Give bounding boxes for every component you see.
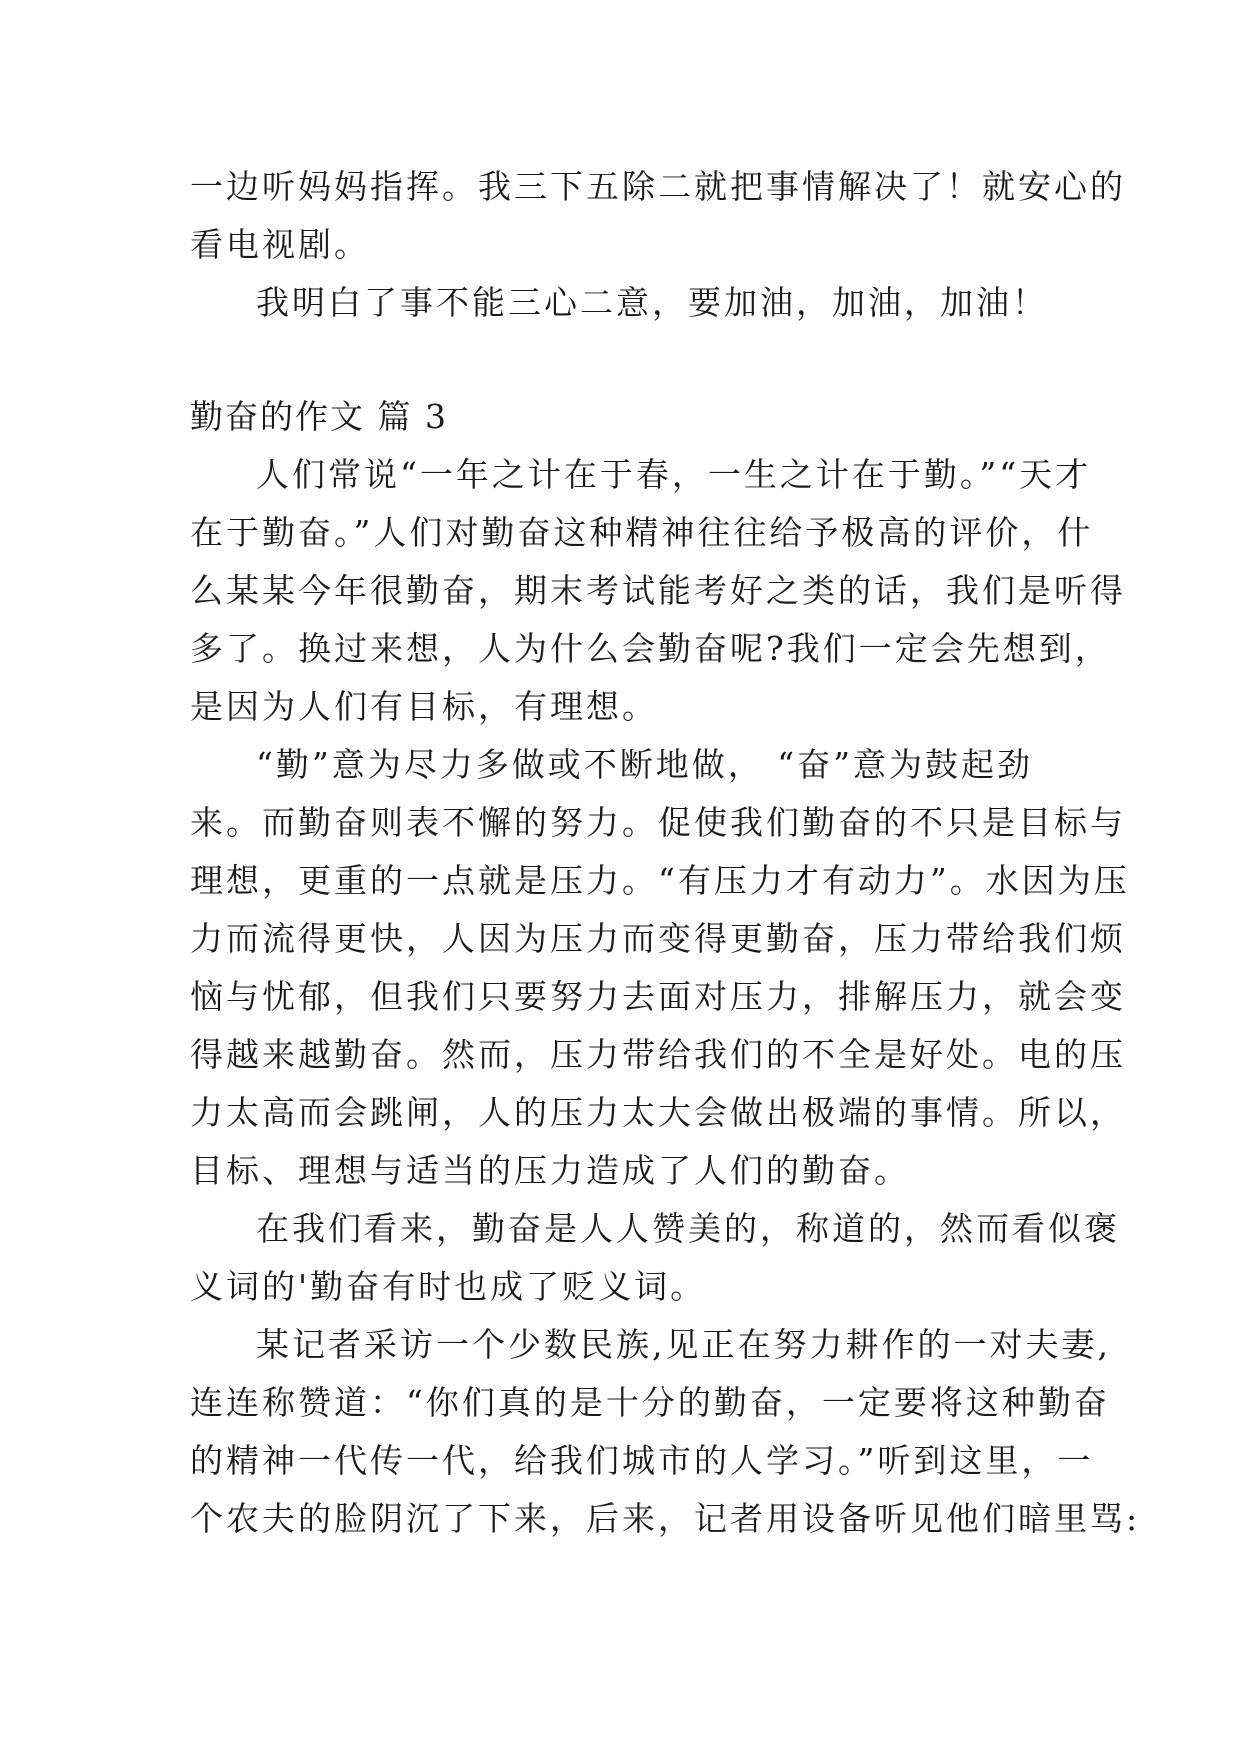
text-line: 在我们看来，勤奋是人人赞美的，称道的，然而看似褒 xyxy=(256,1209,1120,1248)
text-line: 目标、理想与适当的压力造成了人们的勤奋。 xyxy=(190,1151,910,1190)
text-line: 力太高而会跳闸，人的压力太大会做出极端的事情。所以， xyxy=(190,1093,1126,1132)
text-line: 义词的'勤奋有时也成了贬义词。 xyxy=(190,1267,707,1306)
text-line: 是因为人们有目标，有理想。 xyxy=(190,687,658,726)
text-line: 在于勤奋。”人们对勤奋这种精神往往给予极高的评价，什 xyxy=(190,513,1094,552)
text-line: 看电视剧。 xyxy=(190,225,370,264)
text-line: 理想，更重的一点就是压力。“有压力才有动力”。水因为压 xyxy=(190,861,1130,900)
text-line: 我明白了事不能三心二意，要加油，加油，加油！ xyxy=(256,283,1048,322)
text-line: 人们常说“一年之计在于春，一生之计在于勤。”“天才 xyxy=(256,455,1092,494)
text-line: 个农夫的脸阴沉了下来，后来，记者用设备听见他们暗里骂: xyxy=(190,1499,1141,1538)
text-line: 的精神一代传一代，给我们城市的人学习。”听到这里，一 xyxy=(190,1441,1094,1480)
text-line: “勤”意为尽力多做或不断地做， “奋”意为鼓起劲 xyxy=(256,745,1033,784)
text-line: 一边听妈妈指挥。我三下五除二就把事情解决了！就安心的 xyxy=(190,167,1126,206)
text-line: 么某某今年很勤奋，期末考试能考好之类的话，我们是听得 xyxy=(190,571,1126,610)
text-line: 来。而勤奋则表不懈的努力。促使我们勤奋的不只是目标与 xyxy=(190,803,1126,842)
text-line: 力而流得更快，人因为压力而变得更勤奋，压力带给我们烦 xyxy=(190,919,1126,958)
text-line: 得越来越勤奋。然而，压力带给我们的不全是好处。电的压 xyxy=(190,1035,1126,1074)
text-line: 恼与忧郁，但我们只要努力去面对压力，排解压力，就会变 xyxy=(190,977,1126,1016)
text-line: 多了。换过来想，人为什么会勤奋呢?我们一定会先想到， xyxy=(190,629,1111,668)
section-heading: 勤奋的作文 篇 3 xyxy=(190,397,448,436)
text-line: 连连称赞道：“你们真的是十分的勤奋，一定要将这种勤奋 xyxy=(190,1383,1110,1422)
text-line: 某记者采访一个少数民族,见正在努力耕作的一对夫妻, xyxy=(256,1325,1111,1364)
